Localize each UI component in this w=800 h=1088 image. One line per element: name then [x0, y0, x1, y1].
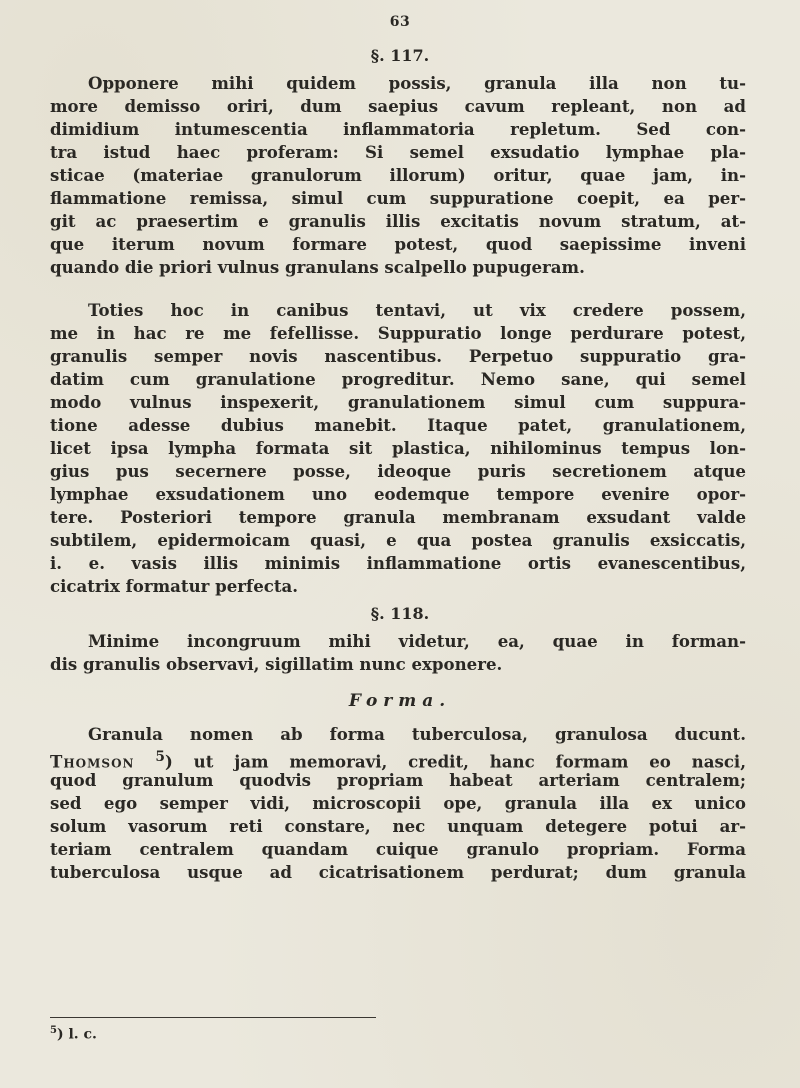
text-line: sticae (materiae granulorum illorum) oritur, quae jam, in-: [50, 165, 746, 185]
text-line: gius pus secernere posse, ideoque puris secretionem atque: [50, 461, 746, 481]
text-line: teriam centralem quandam cuique granulo propriam. Forma: [50, 839, 746, 859]
text-line: modo vulnus inspexerit, granulationem simul cum suppura-: [50, 392, 746, 412]
text-line: cicatrix formatur perfecta.: [50, 576, 299, 596]
text-line: datim cum granulatione progreditur. Nemo sane, qui semel: [50, 369, 746, 389]
text-line: more demisso oriri, dum saepius cavum repleant, non ad: [50, 96, 746, 116]
text-line: me in hac re me fefellisse. Suppuratio longe perdurare potest,: [50, 323, 746, 343]
text-line: git ac praesertim e granulis illis excitatis novum stratum, at-: [50, 211, 746, 231]
text-line: Granula nomen ab forma tuberculosa, granulosa ducunt.: [88, 724, 746, 744]
text-line: Toties hoc in canibus tentavi, ut vix credere possem,: [88, 300, 746, 320]
text-line: quod granulum quodvis propriam habeat arteriam centralem;: [50, 770, 746, 790]
text-line: solum vasorum reti constare, nec unquam detegere potui ar-: [50, 816, 746, 836]
text-line: sed ego semper vidi, microscopii ope, granula illa ex unico: [50, 793, 746, 813]
text-line-with-author: [50, 746, 747, 772]
footnote-text: ) l. c.: [56, 1026, 97, 1043]
footnote-marker: 5: [50, 1025, 57, 1036]
section-heading-118: §. 118.: [370, 604, 430, 623]
paragraph-117-2: [50, 299, 746, 598]
text-line: granulis semper novis nascentibus. Perpetuo suppuratio gra-: [50, 346, 746, 366]
text-line: Minime incongruum mihi videtur, ea, quae in forman-: [88, 631, 746, 651]
text-line: flammatione remissa, simul cum suppuratione coepit, ea per-: [50, 188, 746, 208]
text-line: dimidium intumescentia inflammatoria repletum. Sed con-: [50, 119, 746, 139]
text-line: i. e. vasis illis minimis inflammatione ortis evanescentibus,: [50, 553, 746, 573]
author-name: Thomson: [50, 751, 135, 772]
text-line: tione adesse dubius manebit. Itaque patet, granulationem,: [50, 415, 746, 435]
text-line: tra istud haec proferam: Si semel exsudatio lymphae pla-: [50, 142, 746, 162]
section-heading-117: §. 117.: [370, 46, 430, 65]
paragraph-forma: [50, 723, 746, 884]
text-line: Opponere mihi quidem possis, granula illa non tu-: [88, 73, 746, 93]
text-fragment: ) ut jam memoravi, credit, hanc formam eo nasci,: [164, 751, 747, 772]
text-line: licet ipsa lympha formata sit plastica, nihilominus tempus lon-: [50, 438, 746, 458]
text-line: dis granulis observavi, sigillatim nunc exponere.: [50, 654, 503, 674]
text-line: quando die priori vulnus granulans scalpello pupugeram.: [50, 257, 585, 277]
footnote: [50, 1025, 97, 1043]
subheading-forma: Forma.: [348, 691, 452, 711]
footnote-divider: [50, 1017, 376, 1018]
text-line: subtilem, epidermoicam quasi, e qua postea granulis exsiccatis,: [50, 530, 746, 550]
text-line: que iterum novum formare potest, quod saepissime inveni: [50, 234, 746, 254]
text-line: tere. Posteriori tempore granula membranam exsudant valde: [50, 507, 746, 527]
page-number: 63: [389, 14, 411, 30]
paragraph-118-1: [50, 630, 746, 676]
footnote-reference: 5: [155, 749, 165, 765]
text-line: tuberculosa usque ad cicatrisationem perdurat; dum granula: [50, 862, 746, 882]
text-line: lymphae exsudationem uno eodemque tempore evenire opor-: [50, 484, 746, 504]
paragraph-117-1: [50, 72, 746, 279]
